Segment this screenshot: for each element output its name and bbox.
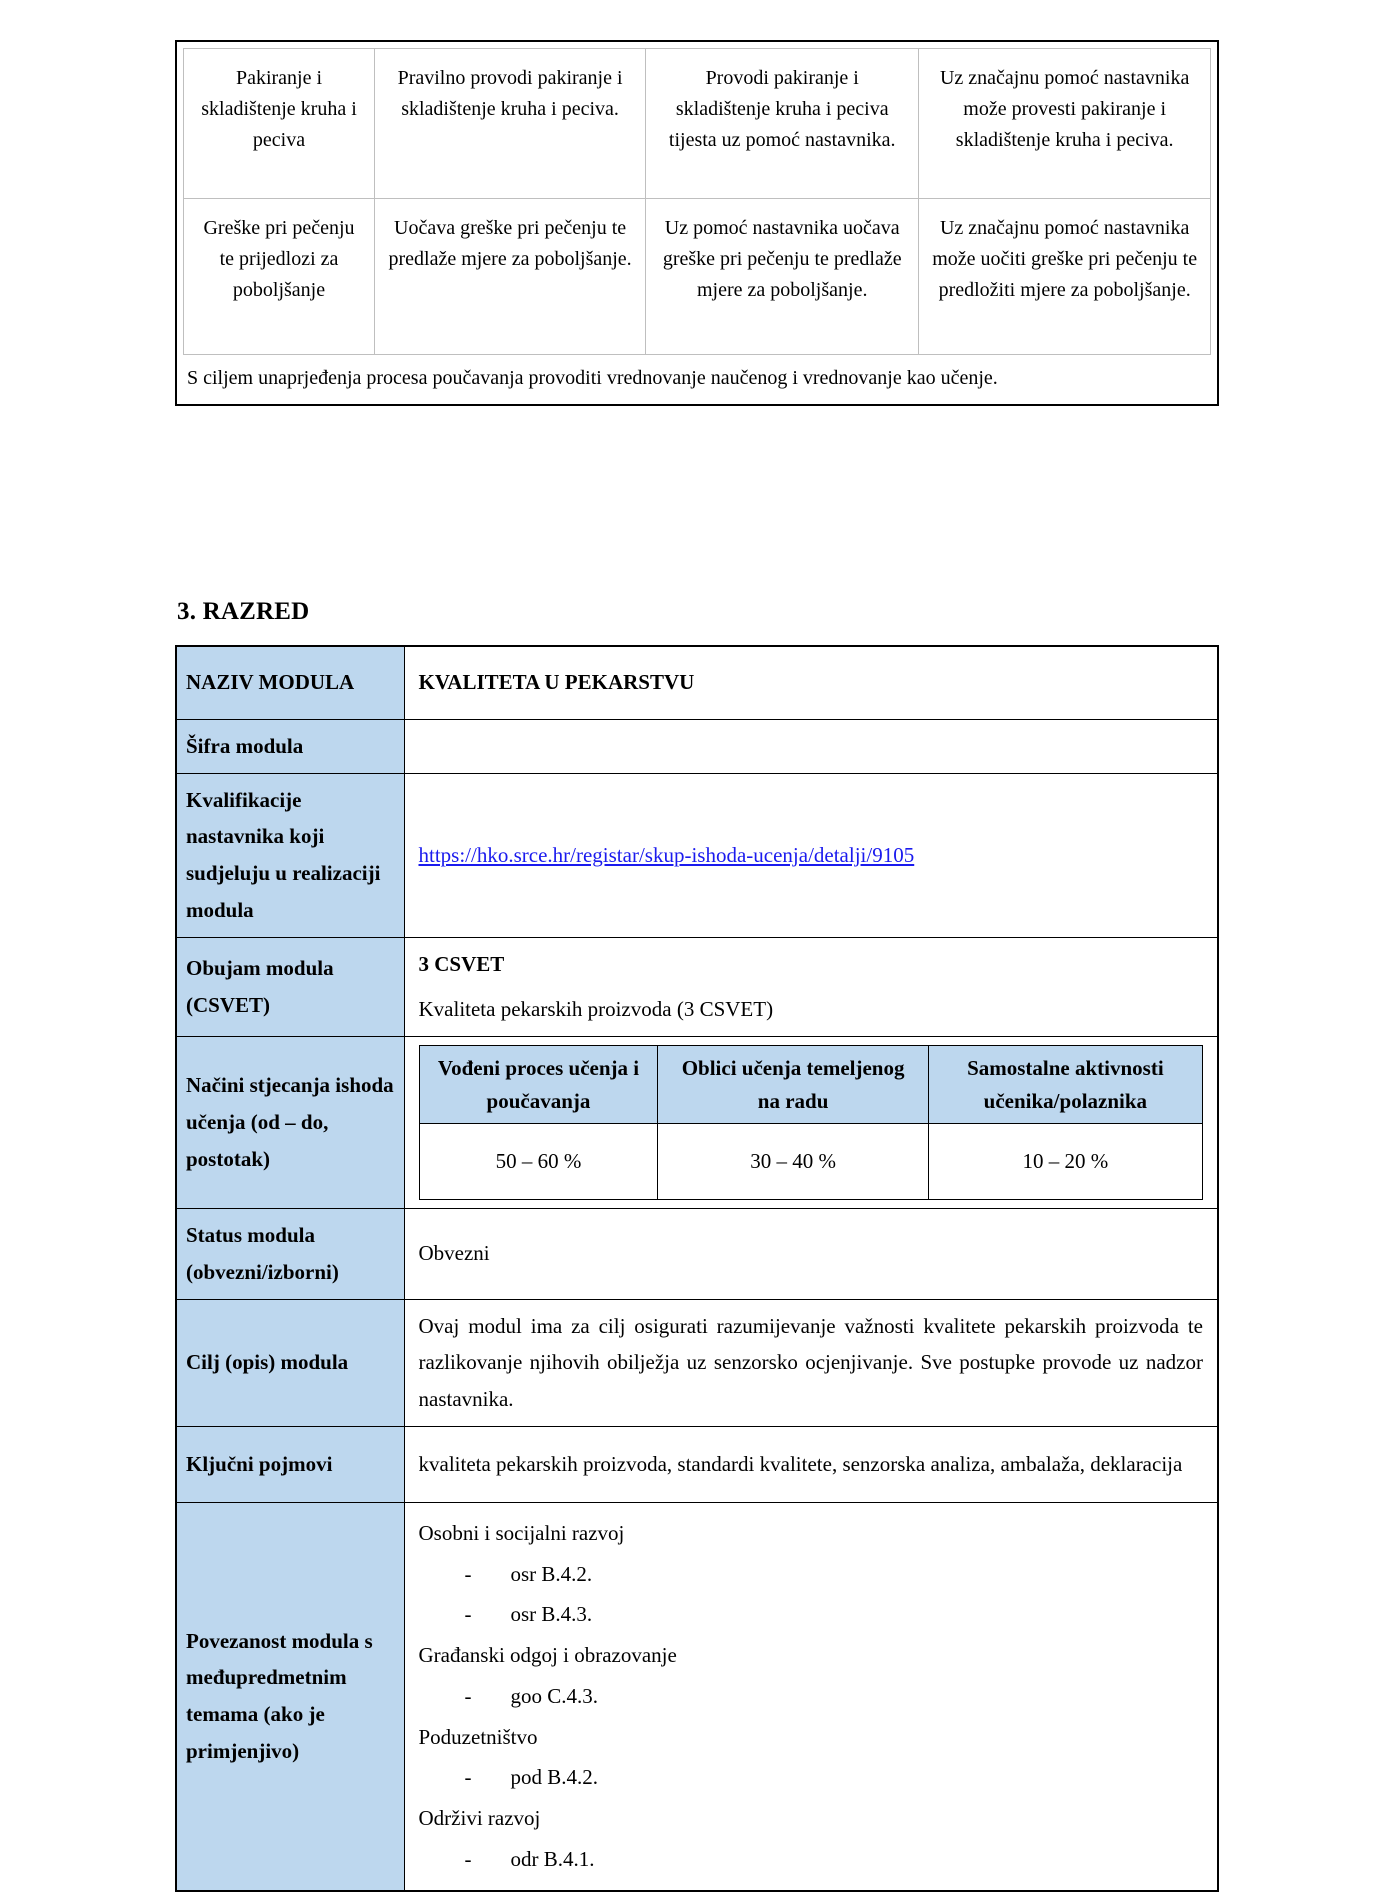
table-row <box>419 1046 1203 1124</box>
list-item <box>465 1596 1204 1633</box>
row-label: Načini stjecanja ishoda učenja (od – do, postotak) <box>176 1037 404 1209</box>
module-volume-cell <box>404 937 1218 1037</box>
cross-curricular-topic: Građanski odgoj i obrazovanje <box>418 1643 677 1668</box>
rubric-level-cell: Pravilno provodi pakiranje i skladištenje kruha i peciva. <box>375 49 646 199</box>
cross-curricular-topic: Poduzetništvo <box>418 1724 538 1749</box>
table-row-status-modula <box>176 1209 1218 1300</box>
rubric-level-cell: Uz značajnu pomoć nastavnika može provesti pakiranje i skladištenje kruha i peciva. <box>919 49 1211 199</box>
list-item-text: pod B.4.2. <box>510 1765 599 1790</box>
section-heading: 3. RAZRED <box>177 598 310 625</box>
percentage-value: 30 – 40 % <box>658 1124 928 1200</box>
percentage-value: 10 – 20 % <box>928 1124 1202 1200</box>
table-row-obujam-modula <box>176 937 1218 1037</box>
rubric-footer-note: S ciljem unaprjeđenja procesa poučavanja provoditi vrednovanje naučenog i vrednovanje kao učenje. <box>187 367 998 389</box>
module-status-value: Obvezni <box>404 1209 1218 1300</box>
row-label: Cilj (opis) modula <box>176 1299 404 1426</box>
cross-curricular-topic: Osobni i socijalni razvoj <box>418 1520 625 1545</box>
achievement-rubric-table <box>175 40 1219 406</box>
table-row-nacini-stjecanja <box>176 1037 1218 1209</box>
dash-marker: - <box>464 1846 472 1871</box>
csvet-description: Kvaliteta pekarskih proizvoda (3 CSVET) <box>418 997 774 1022</box>
list-item <box>465 1556 1204 1593</box>
dash-marker: - <box>464 1765 472 1790</box>
learning-modes-table <box>419 1045 1204 1200</box>
list-item-text: osr B.4.3. <box>510 1602 593 1627</box>
list-item <box>465 1759 1204 1796</box>
learning-modes-cell <box>404 1037 1218 1209</box>
percentage-value: 50 – 60 % <box>419 1124 658 1200</box>
table-row-kvalifikacije <box>176 773 1218 937</box>
row-label: Status modula (obvezni/izborni) <box>176 1209 404 1300</box>
list-item <box>465 1841 1204 1878</box>
rubric-topic-cell: Greške pri pečenju te prijedlozi za poboljšanje <box>184 199 375 355</box>
dash-marker: - <box>464 1602 472 1627</box>
cross-curricular-cell <box>404 1502 1218 1890</box>
module-table <box>175 645 1219 1892</box>
table-row <box>419 1124 1203 1200</box>
qualifications-cell <box>404 773 1218 937</box>
list-item-text: goo C.4.3. <box>510 1683 599 1708</box>
table-row-cilj-modula <box>176 1299 1218 1426</box>
row-label: Obujam modula (CSVET) <box>176 937 404 1037</box>
module-name-value: KVALITETA U PEKARSTVU <box>404 646 1218 719</box>
column-header: Samostalne aktivnosti učenika/polaznika <box>928 1046 1202 1124</box>
table-row-kljucni-pojmovi <box>176 1426 1218 1502</box>
table-row-povezanost <box>176 1502 1218 1890</box>
dash-marker: - <box>464 1683 472 1708</box>
csvet-count: 3 CSVET <box>418 951 505 976</box>
row-label: Šifra modula <box>176 719 404 773</box>
list-item <box>465 1678 1204 1715</box>
hko-registry-link[interactable]: https://hko.srce.hr/registar/skup-ishoda-ucenja/detalji/9105 <box>418 842 915 867</box>
module-code-value <box>404 719 1218 773</box>
rubric-level-cell: Uz pomoć nastavnika uočava greške pri pečenju te predlaže mjere za poboljšanje. <box>646 199 919 355</box>
row-label: Kvalifikacije nastavnika koji sudjeluju u realizaciji modula <box>176 773 404 937</box>
rubric-level-cell: Uz značajnu pomoć nastavnika može uočiti greške pri pečenju te predložiti mjere za poboljšanje. <box>919 199 1211 355</box>
rubric-topic-cell: Pakiranje i skladištenje kruha i peciva <box>184 49 375 199</box>
rubric-grid <box>183 48 1211 355</box>
table-row <box>184 49 1211 199</box>
table-row-naziv-modula <box>176 646 1218 719</box>
cross-curricular-topic: Održivi razvoj <box>418 1806 541 1831</box>
module-goal-text: Ovaj modul ima za cilj osigurati razumijevanje važnosti kvalitete pekarskih proizvoda te razlikovanje njihovih obilježja uz senzorsko ocjenjivanje. Sve postupke provode uz nadzor nastavnika. <box>404 1299 1218 1426</box>
column-header: Oblici učenja temeljenog na radu <box>658 1046 928 1124</box>
list-item-text: odr B.4.1. <box>510 1846 595 1871</box>
row-label: NAZIV MODULA <box>176 646 404 719</box>
rubric-level-cell: Uočava greške pri pečenju te predlaže mjere za poboljšanje. <box>375 199 646 355</box>
table-row-sifra-modula <box>176 719 1218 773</box>
key-terms-text: kvaliteta pekarskih proizvoda, standardi kvalitete, senzorska analiza, ambalaža, deklaracija <box>404 1426 1218 1502</box>
row-label: Ključni pojmovi <box>176 1426 404 1502</box>
table-row <box>184 199 1211 355</box>
row-label: Povezanost modula s međupredmetnim temama (ako je primjenjivo) <box>176 1502 404 1890</box>
rubric-level-cell: Provodi pakiranje i skladištenje kruha i peciva tijesta uz pomoć nastavnika. <box>646 49 919 199</box>
list-item-text: osr B.4.2. <box>510 1561 593 1586</box>
column-header: Vođeni proces učenja i poučavanja <box>419 1046 658 1124</box>
dash-marker: - <box>464 1561 472 1586</box>
